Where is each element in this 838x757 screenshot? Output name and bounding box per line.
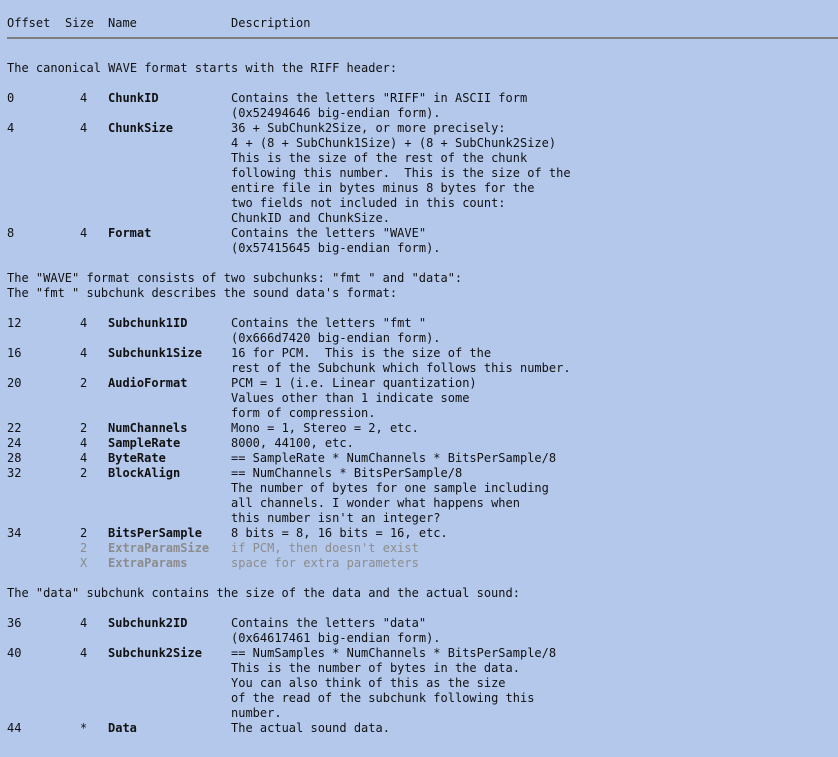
table-row: [7, 481, 838, 496]
table-row: [7, 391, 838, 406]
field-size: *: [80, 721, 88, 735]
spacer: [7, 601, 838, 616]
field-description: (0x666d7420 big-endian form).: [231, 331, 441, 345]
field-description: 4 + (8 + SubChunk1Size) + (8 + SubChunk2Size): [231, 136, 557, 150]
spacer: [7, 76, 838, 91]
section-intro: The canonical WAVE format starts with the RIFF header:: [7, 61, 398, 75]
field-name: Subchunk2ID: [108, 616, 188, 630]
table-row: [7, 136, 838, 151]
field-offset: 44: [7, 721, 22, 735]
table-row: [7, 631, 838, 646]
field-description: This is the size of the rest of the chunk: [231, 151, 528, 165]
table-row: [7, 406, 838, 421]
field-size: 2: [80, 376, 88, 390]
field-name: BitsPerSample: [108, 526, 202, 540]
table-row: [7, 526, 838, 541]
field-description: Contains the letters "data": [231, 616, 427, 630]
table-row: [7, 661, 838, 676]
section-intro: The "data" subchunk contains the size of the data and the actual sound:: [7, 586, 520, 600]
field-offset: 0: [7, 91, 15, 105]
field-name: ChunkSize: [108, 121, 174, 135]
header-description: Description: [231, 16, 311, 30]
field-offset: 8: [7, 226, 15, 240]
field-name: Subchunk1ID: [108, 316, 188, 330]
field-size: 4: [80, 646, 88, 660]
table-row: [7, 211, 838, 226]
field-offset: 16: [7, 346, 22, 360]
field-description: space for extra parameters: [231, 556, 419, 570]
section-intro: The "WAVE" format consists of two subchunks: "fmt " and "data":: [7, 271, 463, 285]
field-offset: 28: [7, 451, 22, 465]
field-description: 8 bits = 8, 16 bits = 16, etc.: [231, 526, 448, 540]
table-row: [7, 466, 838, 481]
spacer: [7, 301, 838, 316]
table-row: [7, 241, 838, 256]
table-row: [7, 511, 838, 526]
table-row: [7, 436, 838, 451]
field-offset: 34: [7, 526, 22, 540]
table-row: [7, 496, 838, 511]
field-description: 16 for PCM. This is the size of the: [231, 346, 492, 360]
field-size: X: [80, 556, 88, 570]
field-description: following this number. This is the size of the: [231, 166, 571, 180]
field-offset: 40: [7, 646, 22, 660]
table-row: [7, 646, 838, 661]
table-row: [7, 421, 838, 436]
field-size: 4: [80, 121, 88, 135]
field-description: (0x64617461 big-endian form).: [231, 631, 441, 645]
field-description: (0x52494646 big-endian form).: [231, 106, 441, 120]
table-row: [7, 166, 838, 181]
header-name: Name: [108, 16, 137, 30]
table-header: [7, 16, 838, 31]
field-name: Format: [108, 226, 152, 240]
field-size: 4: [80, 451, 88, 465]
table-row: [7, 346, 838, 361]
field-size: 4: [80, 346, 88, 360]
table-row: [7, 376, 838, 391]
field-name: ByteRate: [108, 451, 166, 465]
field-name: Data: [108, 721, 137, 735]
field-description: entire file in bytes minus 8 bytes for the: [231, 181, 535, 195]
table-row: [7, 541, 838, 556]
spacer: [7, 256, 838, 271]
field-size: 4: [80, 226, 88, 240]
spacer: [7, 571, 838, 586]
wave-format-document: [0, 16, 838, 736]
field-size: 4: [80, 316, 88, 330]
field-name: ExtraParams: [108, 556, 188, 570]
table-row: [7, 106, 838, 121]
field-description: Contains the letters "fmt ": [231, 316, 427, 330]
field-description: == SampleRate * NumChannels * BitsPerSample/8: [231, 451, 557, 465]
header-size: Size: [65, 16, 94, 30]
table-row: [7, 181, 838, 196]
field-offset: 32: [7, 466, 22, 480]
field-name: BlockAlign: [108, 466, 181, 480]
field-description: The actual sound data.: [231, 721, 390, 735]
field-description: 8000, 44100, etc.: [231, 436, 354, 450]
field-description: PCM = 1 (i.e. Linear quantization): [231, 376, 477, 390]
field-description: number.: [231, 706, 282, 720]
section-intro: The "fmt " subchunk describes the sound data's format:: [7, 286, 398, 300]
field-description: two fields not included in this count:: [231, 196, 506, 210]
field-offset: 24: [7, 436, 22, 450]
field-offset: 4: [7, 121, 15, 135]
field-description: The number of bytes for one sample including: [231, 481, 549, 495]
table-row: [7, 691, 838, 706]
document-body: [7, 39, 838, 736]
field-name: AudioFormat: [108, 376, 188, 390]
field-name: Subchunk2Size: [108, 646, 202, 660]
table-row: [7, 616, 838, 631]
table-row: [7, 196, 838, 211]
field-description: if PCM, then doesn't exist: [231, 541, 419, 555]
field-description: == NumChannels * BitsPerSample/8: [231, 466, 463, 480]
field-size: 2: [80, 541, 88, 555]
field-description: This is the number of bytes in the data.: [231, 661, 520, 675]
field-description: form of compression.: [231, 406, 376, 420]
field-description: Values other than 1 indicate some: [231, 391, 470, 405]
table-row: [7, 361, 838, 376]
field-description: Contains the letters "WAVE": [231, 226, 427, 240]
field-size: 4: [80, 436, 88, 450]
field-size: 4: [80, 91, 88, 105]
field-offset: 12: [7, 316, 22, 330]
table-row: [7, 721, 838, 736]
field-offset: 36: [7, 616, 22, 630]
field-description: rest of the Subchunk which follows this number.: [231, 361, 571, 375]
field-size: 2: [80, 466, 88, 480]
field-size: 2: [80, 421, 88, 435]
field-description: all channels. I wonder what happens when: [231, 496, 520, 510]
field-description: == NumSamples * NumChannels * BitsPerSample/8: [231, 646, 557, 660]
field-name: Subchunk1Size: [108, 346, 202, 360]
field-name: ExtraParamSize: [108, 541, 210, 555]
table-row: [7, 451, 838, 466]
table-row: [7, 331, 838, 346]
table-row: [7, 556, 838, 571]
field-name: ChunkID: [108, 91, 159, 105]
table-row: [7, 676, 838, 691]
table-row: [7, 151, 838, 166]
table-row: [7, 226, 838, 241]
spacer: [7, 39, 838, 61]
table-row: [7, 91, 838, 106]
field-description: Contains the letters "RIFF" in ASCII form: [231, 91, 528, 105]
field-name: SampleRate: [108, 436, 181, 450]
field-size: 4: [80, 616, 88, 630]
field-name: NumChannels: [108, 421, 188, 435]
field-description: of the read of the subchunk following this: [231, 691, 535, 705]
field-description: 36 + SubChunk2Size, or more precisely:: [231, 121, 506, 135]
field-offset: 20: [7, 376, 22, 390]
field-size: 2: [80, 526, 88, 540]
field-description: (0x57415645 big-endian form).: [231, 241, 441, 255]
table-row: [7, 121, 838, 136]
header-offset: Offset: [7, 16, 51, 30]
field-offset: 22: [7, 421, 22, 435]
field-description: You can also think of this as the size: [231, 676, 506, 690]
field-description: Mono = 1, Stereo = 2, etc.: [231, 421, 419, 435]
table-row: [7, 706, 838, 721]
table-row: [7, 316, 838, 331]
field-description: ChunkID and ChunkSize.: [231, 211, 390, 225]
field-description: this number isn't an integer?: [231, 511, 441, 525]
